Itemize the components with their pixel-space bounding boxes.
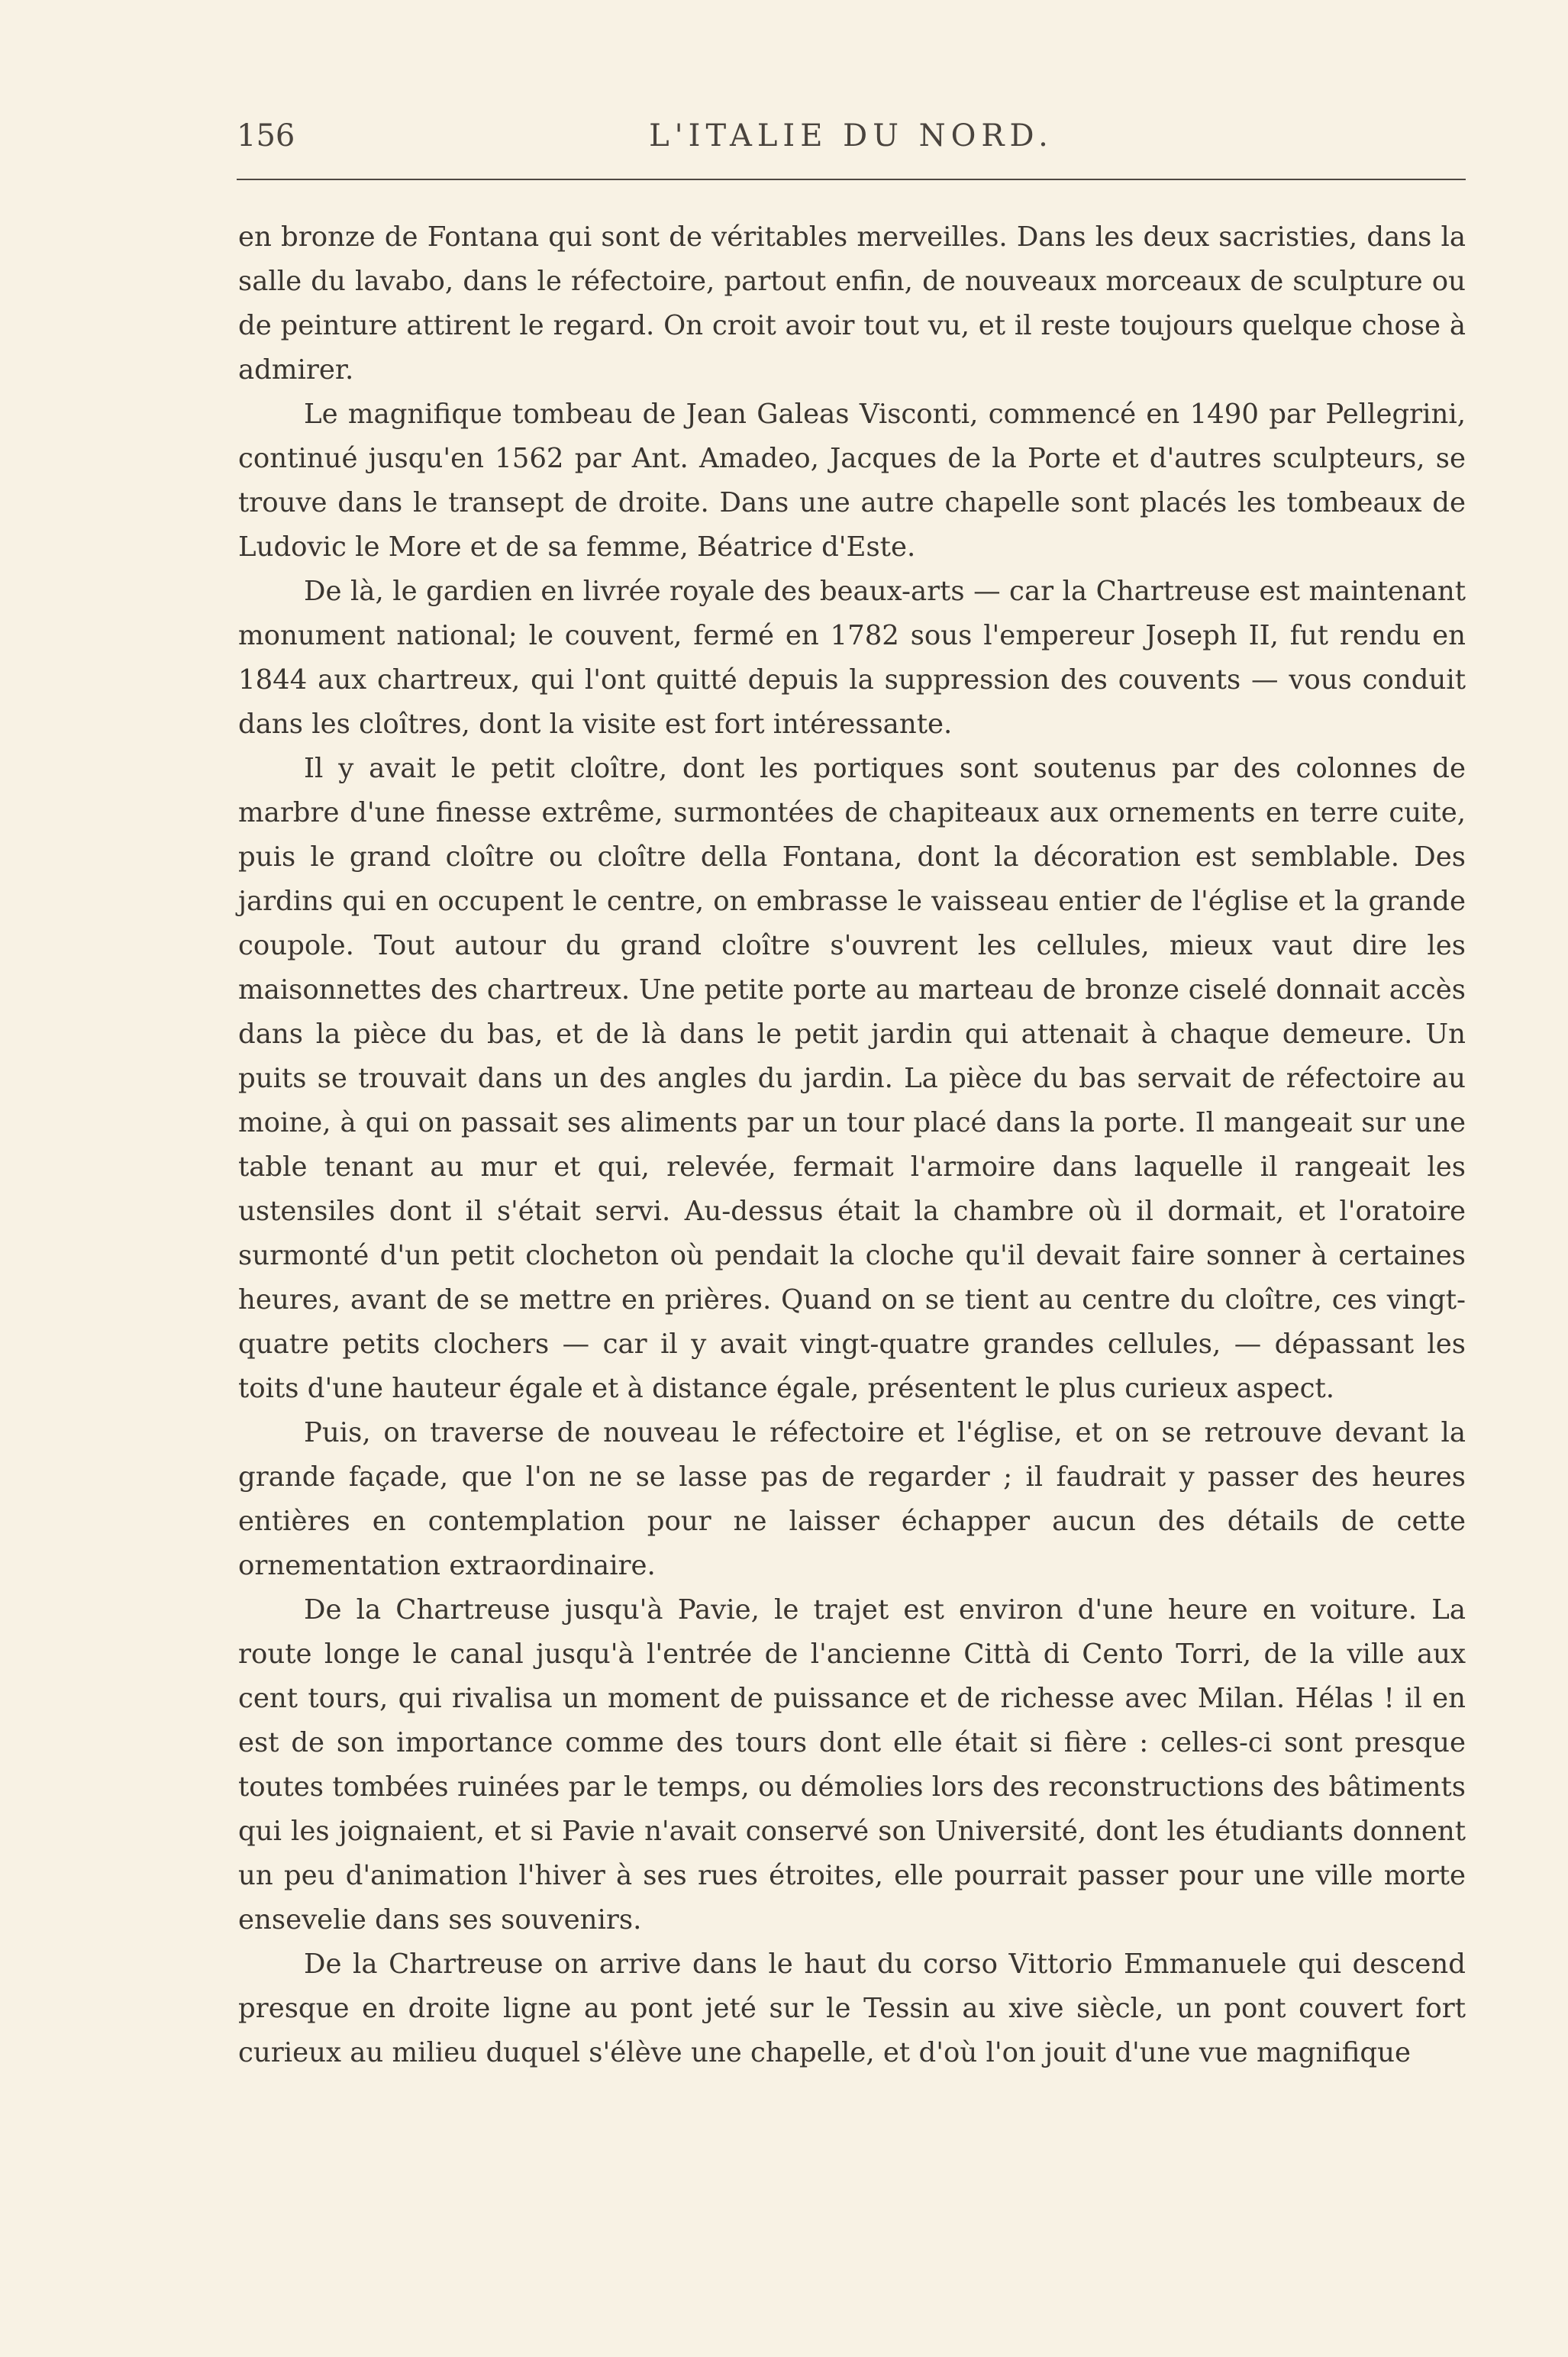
paragraph-continuation: en bronze de Fontana qui sont de véritables merveilles. Dans les deux sacristies, dans la salle du lavabo, dans le réfectoire, partout enfin, de nouveaux morceaux de sculpture ou de peinture attirent le regard. On croit avoir tout vu, et il reste toujours quelque chose à admirer. [238, 221, 1466, 386]
paragraph-cloitres: Il y avait le petit cloître, dont les portiques sont soutenus par des colonnes de marbre d'une finesse extrême, surmontées de chapiteaux aux ornements en terre cuite, puis le grand cloître ou cloître della Fontana, dont la décoration est semblable. Des jardins qui en occupent le centre, on embrasse le vaisseau entier de l'église et la grande coupole. Tout autour du grand cloître s'ouvrent les cellules, mieux vaut dire les maisonnettes des chartreux. Une petite porte au marteau de bronze ciselé donnait accès dans la pièce du bas, et de là dans le petit jardin qui attenait à chaque demeure. Un puits se trouvait dans un des angles du jardin. La pièce du bas servait de réfectoire au moine, à qui on passait ses aliments par un tour placé dans la porte. Il mangeait sur une table tenant au mur et qui, relevée, fermait l'armoire dans laquelle il rangeait les ustensiles dont il s'était servi. Au-dessus était la chambre où il dormait, et l'oratoire surmonté d'un petit clocheton où pendait la cloche qu'il devait faire sonner à certaines heures, avant de se mettre en prières. Quand on se tient au centre du cloître, ces vingt-quatre petits clochers — car il y avait vingt-quatre grandes cellules, — dépassant les toits d'une hauteur égale et à distance égale, présentent le plus curieux aspect. [238, 753, 1466, 1404]
running-head [237, 115, 1466, 157]
page-number: 156 [237, 118, 295, 153]
paragraph-pavie: De la Chartreuse jusqu'à Pavie, le trajet est environ d'une heure en voiture. La route longe le canal jusqu'à l'entrée de l'ancienne Città di Cento Torri, de la ville aux cent tours, qui rivalisa un moment de puissance et de richesse avec Milan. Hélas ! il en est de son importance comme des tours dont elle était si fière : celles-ci sont presque toutes tombées ruinées par le temps, ou démolies lors des reconstructions des bâtiments qui les joignaient, et si Pavie n'avait conservé son Université, dont les étudiants donnent un peu d'animation l'hiver à ses rues étroites, elle pourrait passer pour une ville morte ensevelie dans ses souvenirs. [238, 1594, 1466, 1936]
running-title: L'ITALIE DU NORD. [649, 118, 1053, 153]
paragraph-facade: Puis, on traverse de nouveau le réfectoire et l'église, et on se retrouve devant la grande façade, que l'on ne se lasse pas de regarder ; il faudrait y passer des heures entières en contemplation pour ne laisser échapper aucun des détails de cette ornementation extraordinaire. [238, 1417, 1466, 1581]
paragraph-gardien: De là, le gardien en livrée royale des beaux-arts — car la Chartreuse est maintenant monument national; le couvent, fermé en 1782 sous l'empereur Joseph II, fut rendu en 1844 aux chartreux, qui l'ont quitté depuis la suppression des couvents — vous conduit dans les cloîtres, dont la visite est fort intéressante. [238, 576, 1466, 740]
header-rule [237, 179, 1466, 180]
paragraph-tombeau: Le magnifique tombeau de Jean Galeas Visconti, commencé en 1490 par Pellegrini, continué jusqu'en 1562 par Ant. Amadeo, Jacques de la Porte et d'autres sculpteurs, se trouve dans le transept de droite. Dans une autre chapelle sont placés les tombeaux de Ludovic le More et de sa femme, Béatrice d'Este. [238, 399, 1466, 563]
body-text [238, 215, 1466, 2075]
paragraph-corso: De la Chartreuse on arrive dans le haut du corso Vittorio Emmanuele qui descend presque en droite ligne au pont jeté sur le Tessin au xive siècle, un pont couvert fort curieux au milieu duquel s'élève une chapelle, et d'où l'on jouit d'une vue magnifique [238, 1949, 1466, 2068]
